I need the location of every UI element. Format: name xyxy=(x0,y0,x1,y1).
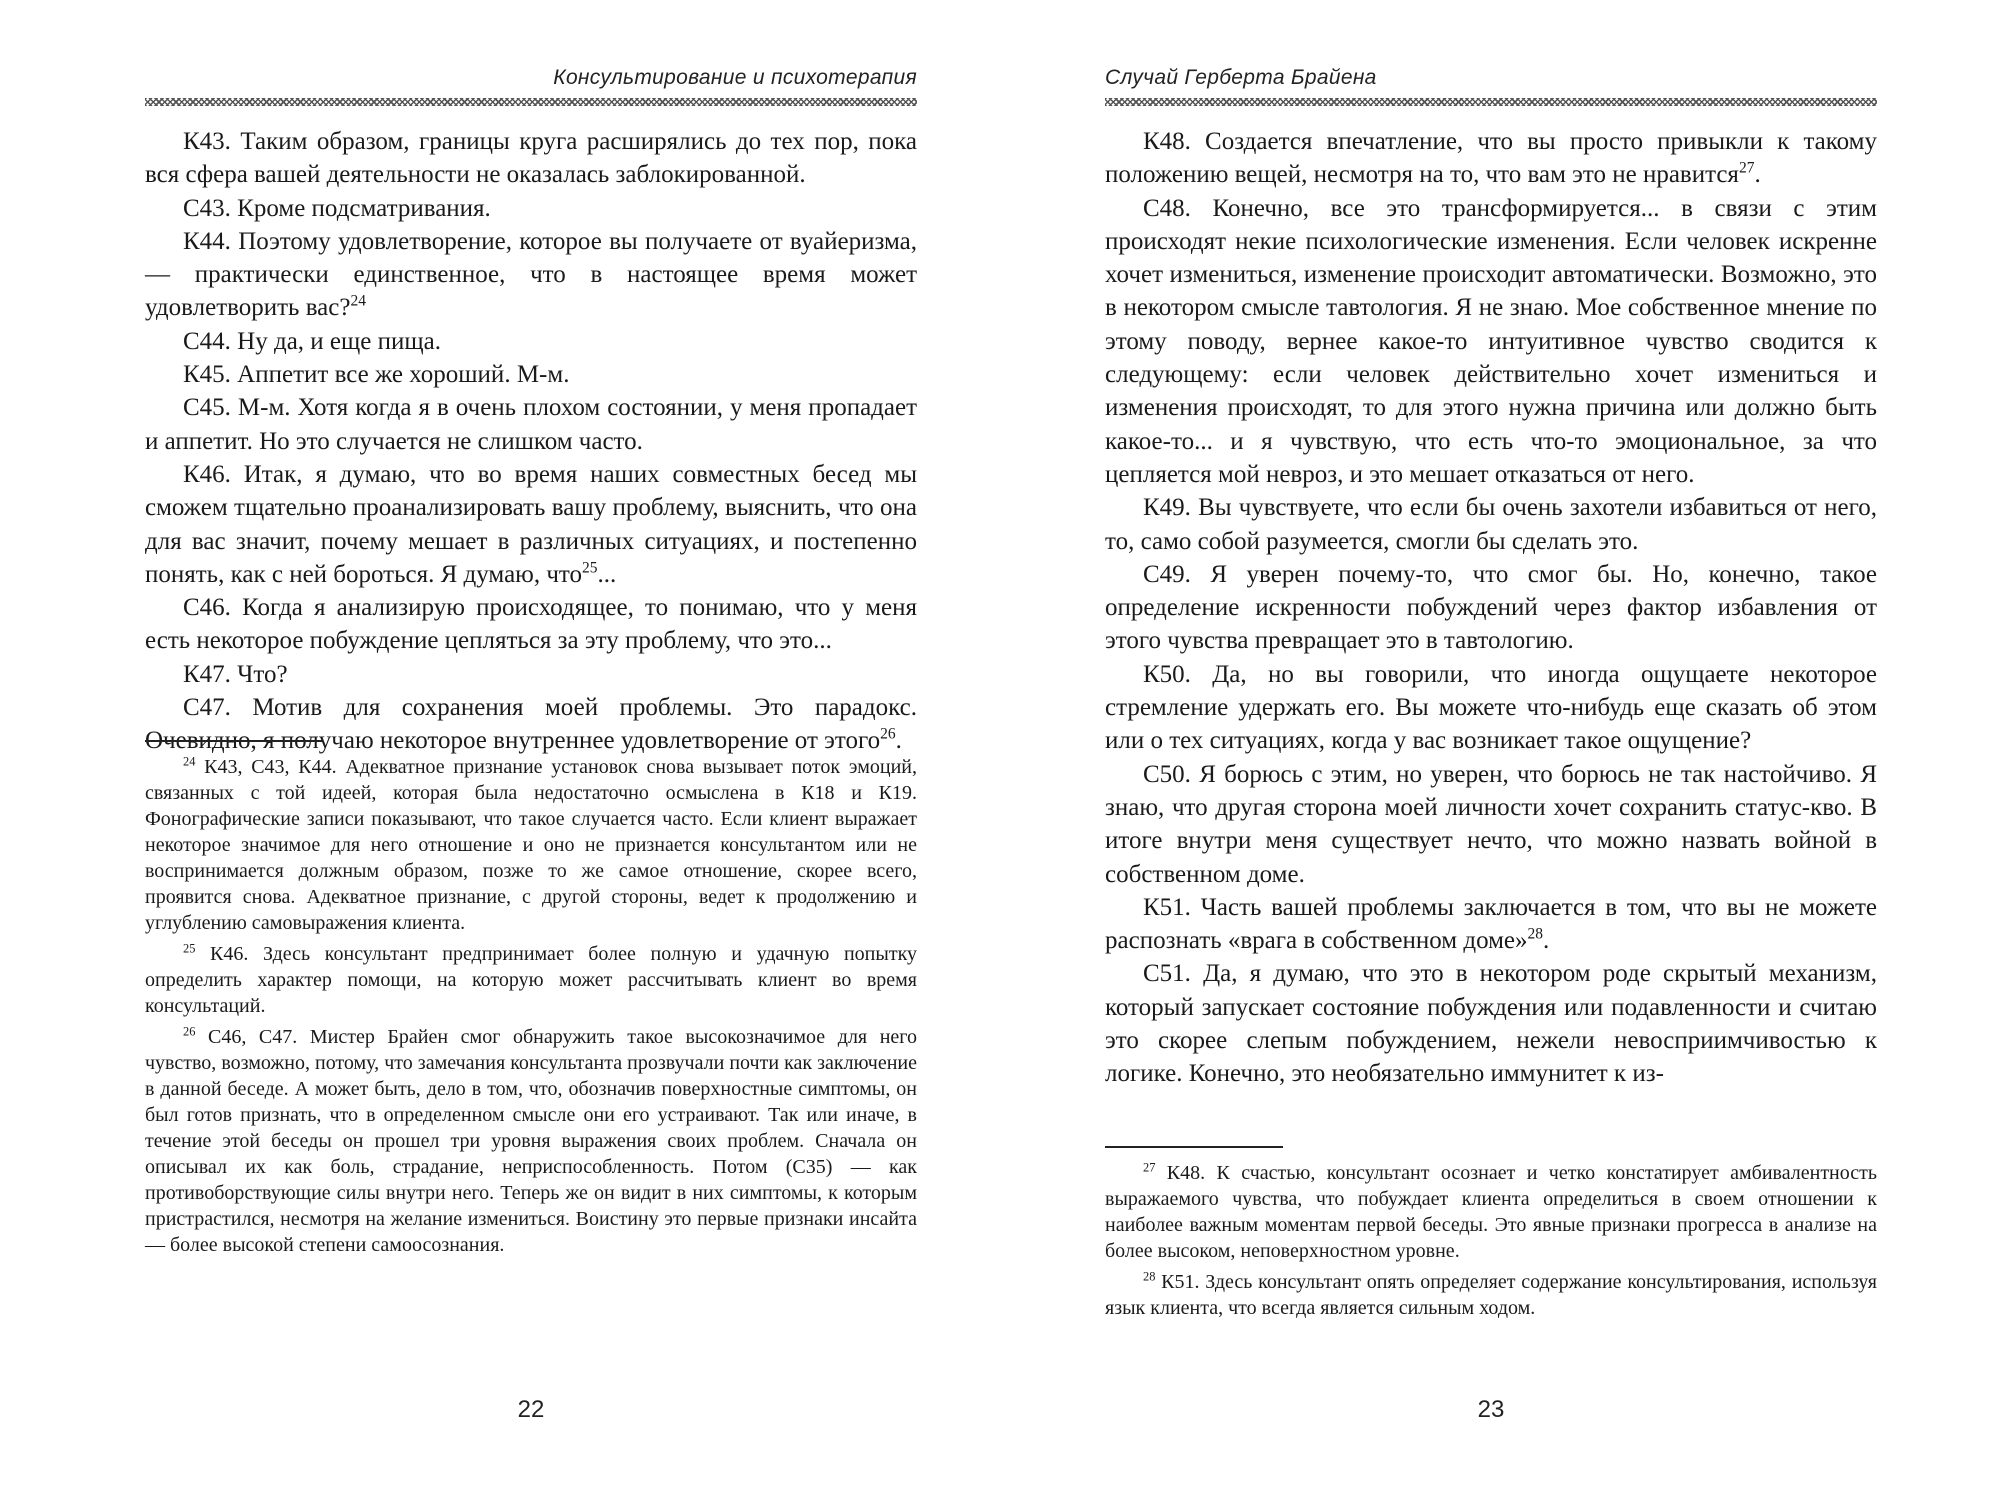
main-text xyxy=(1105,125,1877,1091)
left-page xyxy=(145,0,917,1485)
footnote: $^{26}$ С46, С47. Мистер Брайен смог обнаружить такое высокозначимое для него чувство, возможно, потому, что замечания консультанта прозвучали почти как заключение в данной беседе. А может быть, дело в том, что, обозначив поверхностные симптомы, он был готов признать, что в определенном смысле они его устраивают. Так или иначе, в течение этой беседы он прошел три уровня выражения своих проблем. Сначала он описывал их как боль, страдание, неприспособленность. Потом (С35) — как противоборствующие силы внутри него. Теперь же он видит в них симптомы, к которым пристрастился, несмотря на желание измениться. Воистину это первые признаки инсайта — более высокой степени самоосознания. xyxy=(145,1024,917,1256)
page-number: 22 xyxy=(517,1396,545,1423)
footnote-separator xyxy=(1105,1146,1283,1148)
paragraph: С47. Мотив для сохранения моей проблемы. Это парадокс. Очевидно, я получаю некоторое внутреннее удовлетворение от этого$^{26}$. xyxy=(145,694,917,755)
footnote-ref: 24 xyxy=(350,293,366,311)
footnote-ref: 25 xyxy=(582,559,598,577)
paragraph: К47. Что? xyxy=(183,660,288,688)
paragraph: К51. Часть вашей проблемы заключается в том, что вы не можете распознать «врага в собственном доме»$^{28}$. xyxy=(1105,893,1877,955)
paragraph: К50. Да, но вы говорили, что иногда ощущаете некоторое стремление удержать его. Вы можете что-нибудь еще сказать об этом или о тех ситуациях, когда у вас возникает такое ощущение? xyxy=(1105,660,1877,755)
main-text xyxy=(145,125,917,758)
paragraph: С43. Кроме подсматривания. xyxy=(183,194,491,222)
paragraph: С48. Конечно, все это трансформируется... в связи с этим происходят некие психологические изменения. Если человек искренне хочет измениться, изменение происходит автоматически. Возможно, это в некотором смысле тавтология. Я не знаю. Мое собственное мнение по этому поводу, вернее какое-то интуитивное чувство сводится к следующему: если человек действительно хочет измениться и изменения происходят, то для этого нужна причина или должно быть какое-то... и я чувствую, что есть что-то эмоциональное, за что цепляется мой невроз, и это мешает отказаться от него. xyxy=(1105,194,1877,488)
paragraph: С51. Да, я думаю, что это в некотором роде скрытый механизм, который запускает состояние побуждения или подавленности и считаю это скорее слепым побуждением, нежели невосприимчивостью к логике. Конечно, это необязательно иммунитет к из- xyxy=(1105,960,1877,1088)
paragraph: К44. Поэтому удовлетворение, которое вы получаете от вуайеризма, — практически единственное, что в настоящее время может удовлетворить вас?$^{24}$ xyxy=(145,227,917,322)
footnote: $^{24}$ К43, С43, К44. Адекватное признание установок снова вызывает поток эмоций, связанных с той идеей, которая была недостаточно осмыслена в К18 и К19. Фонографические записи показывают, что такое случается часто. Если клиент выражает некоторое значимое для него отношение и оно не признается консультантом или не воспринимается должным образом, позже то же самое отношение, скорее всего, проявится снова. Адекватное признание, с другой стороны, ведет к продолжению и углублению самовыражения клиента. xyxy=(145,754,917,934)
header-ornament-rule xyxy=(1105,98,1877,106)
running-head: Консультирование и психотерапия xyxy=(553,66,917,89)
paragraph: К49. Вы чувствуете, что если бы очень захотели избавиться от него, то, само собой разумеется, смогли бы сделать это. xyxy=(1105,494,1877,555)
paragraph: С49. Я уверен почему-то, что смог бы. Но, конечно, такое определение искренности побуждений через фактор избавления от этого чувства превращает это в тавтологию. xyxy=(1105,560,1877,655)
header-ornament-rule xyxy=(145,98,917,106)
running-head: Случай Герберта Брайена xyxy=(1105,66,1377,89)
paragraph: С44. Ну да, и еще пища. xyxy=(183,327,441,355)
page-number: 23 xyxy=(1477,1396,1505,1423)
footnotes xyxy=(1105,1160,1877,1326)
footnote-separator xyxy=(145,740,323,742)
paragraph: С46. Когда я анализирую происходящее, то понимаю, что у меня есть некоторое побуждение цепляться за эту проблему, что это... xyxy=(145,594,917,655)
footnote: $^{25}$ К46. Здесь консультант предпринимает более полную и удачную попытку определить характер помощи, на которую может рассчитывать клиент во время консультаций. xyxy=(145,941,917,1017)
paragraph: С45. М-м. Хотя когда я в очень плохом состоянии, у меня пропадает и аппетит. Но это случается не слишком часто. xyxy=(145,394,917,455)
paragraph: К45. Аппетит все же хороший. М-м. xyxy=(183,361,570,389)
footnote-ref: 27 xyxy=(1738,159,1755,177)
paragraph: К46. Итак, я думаю, что во время наших совместных бесед мы сможем тщательно проанализировать вашу проблему, выяснить, что она для вас значит, почему мешает в различных ситуациях, и постепенно понять, как с ней бороться. Я думаю, что$^{25}$... xyxy=(145,460,917,588)
right-page xyxy=(1105,0,1877,1485)
paragraph: К43. Таким образом, границы круга расширялись до тех пор, пока вся сфера вашей деятельности не оказалась заблокированной. xyxy=(145,128,917,189)
footnote-ref: 26 xyxy=(880,726,896,744)
paragraph: С50. Я борюсь с этим, но уверен, что борюсь не так настойчиво. Я знаю, что другая сторона моей личности хочет сохранить статус-кво. В итоге внутри меня существует нечто, что можно назвать войной в собственном доме. xyxy=(1105,760,1877,888)
paragraph: К48. Создается впечатление, что вы просто привыкли к такому положению вещей, несмотря на то, что вам это не нравится$^{27}$. xyxy=(1105,128,1877,189)
footnote: $^{27}$ К48. К счастью, консультант осознает и четко констатирует амбивалентность выражаемого чувства, что побуждает клиента определиться в своем отношении к наиболее важным моментам первой беседы. Это явные признаки прогресса в анализе на более высоком, неповерхностном уровне. xyxy=(1105,1160,1877,1262)
footnotes xyxy=(145,754,917,1263)
footnote: $^{28}$ К51. Здесь консультант опять определяет содержание консультирования, используя язык клиента, что всегда является сильным ходом. xyxy=(1105,1269,1877,1319)
footnote-ref: 28 xyxy=(1527,925,1544,943)
